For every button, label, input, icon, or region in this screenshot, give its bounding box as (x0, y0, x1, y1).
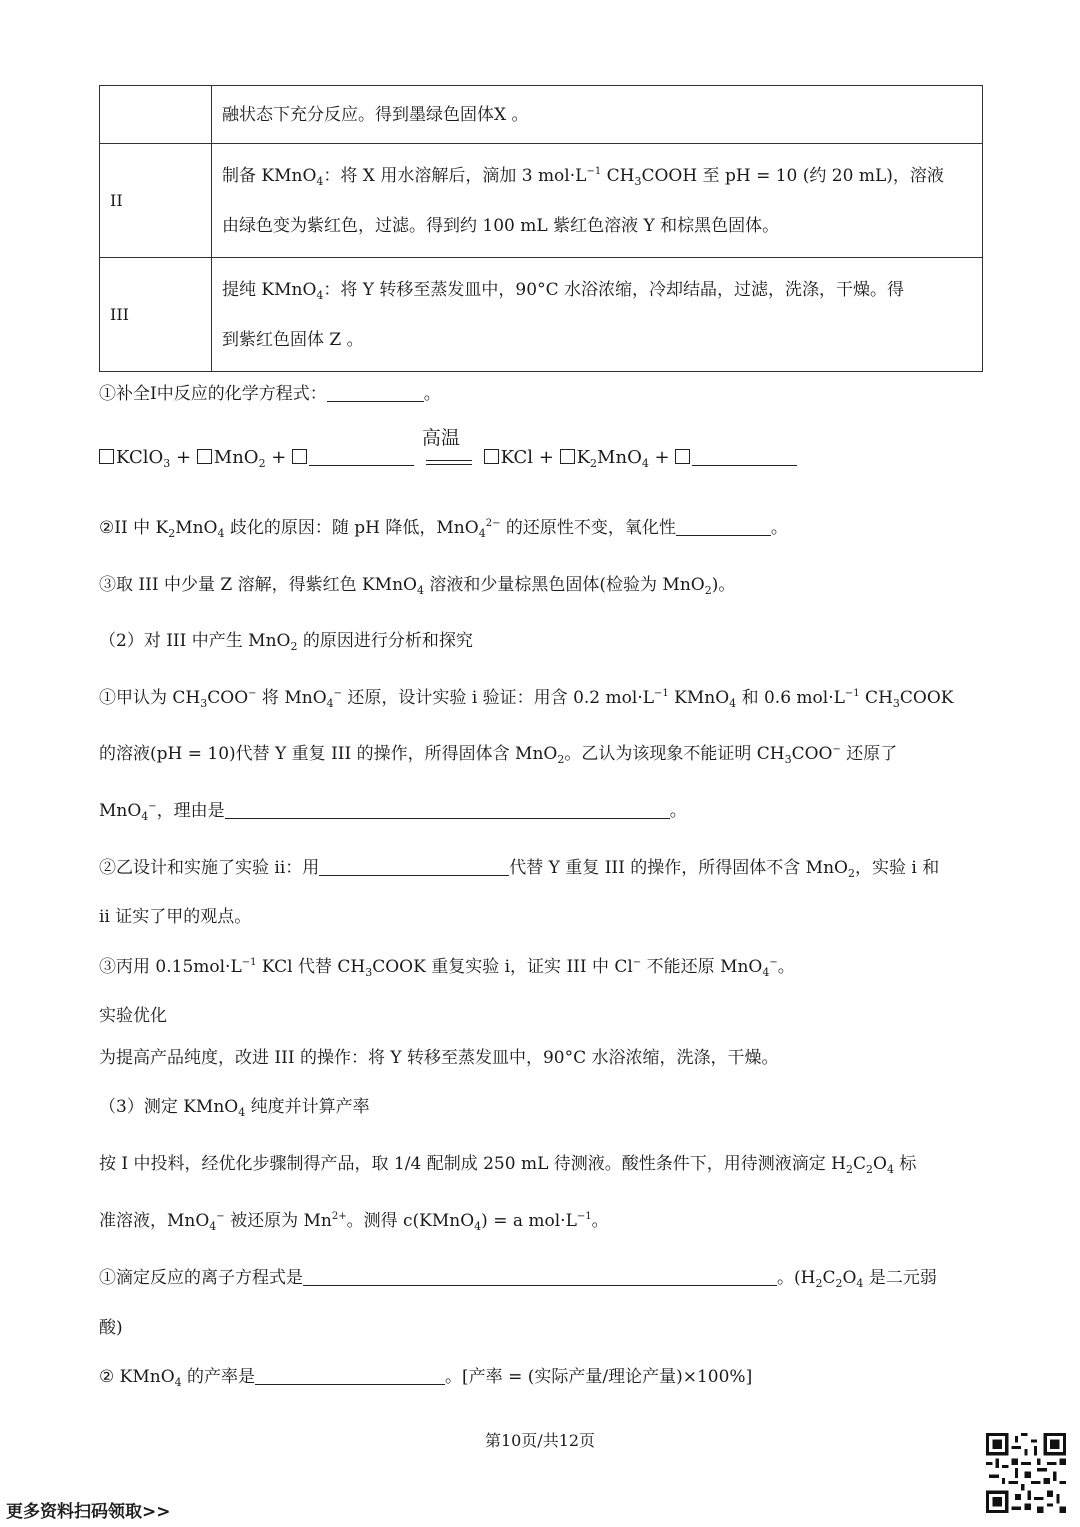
table-row (100, 144, 983, 258)
answer-blank[interactable] (309, 447, 414, 466)
step-label: III (100, 258, 212, 372)
reaction-condition: 高温 (421, 427, 460, 449)
part2-s2-line2: ii 证实了甲的观点。 (99, 907, 252, 927)
answer-blank[interactable] (676, 517, 771, 536)
answer-blank[interactable] (303, 1267, 777, 1286)
part2-s3: ③丙用 $0.15mol\cdot L^{-1}$ KCl 代替 $CH_3COOK$ 重复实验 i，证实 III 中 Cl− 不能还原 MnO$_4$−。 (99, 957, 795, 979)
table-row (100, 86, 983, 144)
answer-blank[interactable] (692, 447, 797, 466)
step-desc: 融状态下充分反应。得到墨绿色固体X 。 (212, 86, 983, 144)
opt-text: 为提高产品纯度，改进 III 的操作：将 Y 转移至蒸发皿中，90°C 水浴浓缩，洗涤，干燥。 (99, 1048, 779, 1068)
part2-s2-line1: ②乙设计和实施了实验 ii：用 代替 Y 重复 III 的操作，所得固体不含 MnO$_2$，实验 i 和 (99, 858, 940, 880)
step-label: II (100, 144, 212, 258)
coefficient-box[interactable] (675, 449, 690, 464)
coefficient-box[interactable] (560, 449, 575, 464)
page-number: 第10页/共12页 (484, 1431, 596, 1450)
opt-title: 实验优化 (99, 1006, 167, 1026)
part3-title: （3）测定 KMnO$_4$ 纯度并计算产率 (99, 1097, 370, 1119)
part3-s2: ② KMnO$_4$ 的产率是 。[产率 = (实际产量/理论产量)×100%] (99, 1367, 753, 1389)
coefficient-box[interactable] (292, 449, 307, 464)
coefficient-box[interactable] (484, 449, 499, 464)
q1-equation: KClO$_3$ + MnO$_2$ + 高温 KCl + $K_2MnO_4$ + (99, 446, 797, 470)
answer-blank[interactable] (225, 800, 670, 819)
part2-s1-line3: MnO$_4$−，理由是 。 (99, 801, 687, 823)
answer-blank[interactable] (319, 857, 509, 876)
part2-s1-line1: ①甲认为 $CH_3COO^-$ 将 MnO$_4$− 还原，设计实验 i 验证：用含 0.2 $mol\cdot L^{-1}$ KMnO$_4$ 和 0.6 $mol\cdot L^{-1}$ $CH_3COOK$ (99, 688, 954, 710)
qr-code-icon[interactable] (986, 1433, 1066, 1513)
part3-text-line1: 按 I 中投料，经优化步骤制得产品，取 1/4 配制成 250 mL 待测液。酸性条件下，用待测液滴定 $H_2C_2O_4$ 标 (99, 1154, 917, 1176)
more-resources-link[interactable]: 更多资料扫码领取>> (6, 1502, 171, 1522)
q3: ③取 III 中少量 Z 溶解，得紫红色 KMnO$_4$ 溶液和少量棕黑色固体(检验为 MnO$_2$)。 (99, 575, 736, 597)
coefficient-box[interactable] (197, 449, 212, 464)
reaction-arrow (421, 427, 472, 465)
step-desc: 提纯 KMnO$_4$：将 Y 转移至蒸发皿中，90°C 水浴浓缩，冷却结晶，过滤，洗涤，干燥。得 到紫红色固体 Z 。 (212, 258, 983, 372)
coefficient-box[interactable] (99, 449, 114, 464)
part3-text-line2: 准溶液，MnO$_4$− 被还原为 $Mn^{2+}$。测得 c(KMnO$_4$) = a $mol\cdot L^{-1}$。 (99, 1211, 609, 1233)
part3-s1-line1: ①滴定反应的离子方程式是 。($H_2C_2O_4$ 是二元弱 (99, 1268, 937, 1290)
table-row (100, 258, 983, 372)
step-label (100, 86, 212, 144)
answer-blank[interactable] (255, 1366, 445, 1385)
part2-title: （2）对 III 中产生 MnO$_2$ 的原因进行分析和探究 (99, 631, 473, 653)
q2: ②II 中 $K_2MnO_4$ 歧化的原因：随 pH 降低，MnO$_4^{2-}$ 的还原性不变，氧化性 。 (99, 518, 788, 540)
q1-prompt: ①补全I中反应的化学方程式： 。 (99, 384, 441, 404)
part2-s1-line2: 的溶液(pH = 10)代替 Y 重复 III 的操作，所得固体含 MnO$_2$。乙认为该现象不能证明 $CH_3COO^-$ 还原了 (99, 744, 898, 766)
step-desc: 制备 KMnO$_4$：将 X 用水溶解后，滴加 3 $mol\cdot L^{-1}$ $CH_3COOH$ 至 pH = 10 (约 20 mL)，溶液 由绿色变为紫红色，过滤。得到约 100 mL 紫红色溶液 Y 和棕黑色固体。 (212, 144, 983, 258)
q1-prompt-text: ①补全I中反应的化学方程式： (99, 384, 327, 404)
steps-table (99, 85, 983, 372)
answer-blank[interactable] (327, 383, 424, 402)
part3-s1-line2: 酸) (99, 1318, 123, 1338)
